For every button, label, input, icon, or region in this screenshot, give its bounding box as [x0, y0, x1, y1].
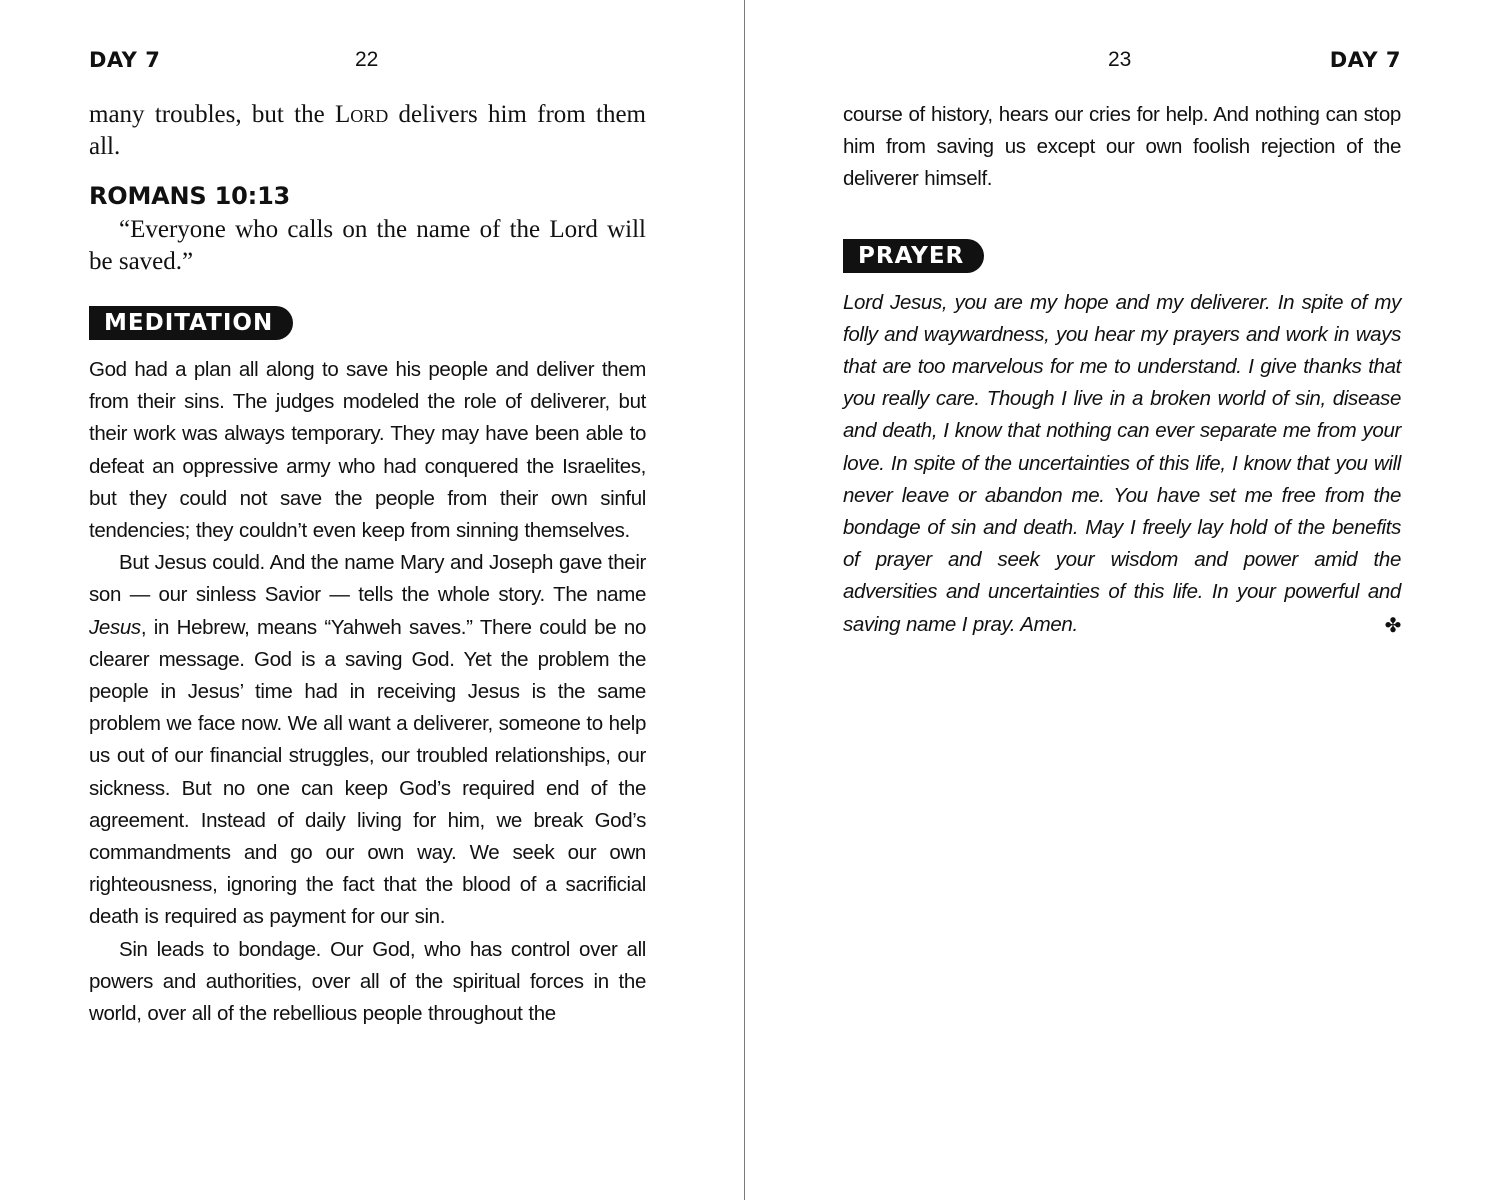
reference-heading: ROMANS 10:13: [89, 182, 291, 210]
left-content: [89, 99, 646, 1030]
meditation-paragraph-3: Sin leads to bondage. Our God, who has control over all powers and authorities, over all of the spiritual forces in the world, over all of the rebellious people throughout the: [89, 937, 646, 1026]
paragraph-2-italic: Jesus: [89, 615, 141, 639]
paragraph-2-before: But Jesus could. And the name Mary and Joseph gave their son — our sinless Savior — tells the whole story. The name: [89, 551, 646, 607]
meditation-heading-wrap: [89, 306, 646, 340]
right-page: [843, 0, 1401, 1200]
verse-text-after: delivers him from them all.: [89, 101, 646, 160]
end-ornament-icon: ✤: [1384, 612, 1401, 637]
meditation-continuation: course of history, hears our cries for help. And nothing can stop him from saving us except our own foolish rejection of the deliverer himself.: [843, 103, 1401, 191]
prayer-heading-wrap: [843, 239, 1401, 273]
meditation-label: MEDITATION: [89, 306, 293, 340]
lord-smallcaps: Lord: [334, 101, 389, 128]
reference-text: “Everyone who calls on the name of the Lord will be saved.”: [89, 216, 646, 275]
verse-continuation: [89, 99, 646, 163]
left-page-number: 22: [355, 48, 379, 71]
prayer-label: PRAYER: [843, 239, 984, 273]
meditation-paragraph-2: [89, 547, 646, 933]
left-running-head: [89, 46, 646, 76]
paragraph-2-after: , in Hebrew, means “Yahweh saves.” There could be no clearer message. God is a saving God. Yet the problem the people in Jesus’ time had in receiving Jesus is the same problem we face now. We all want a deliverer, someone to help us out of our financial struggles, our troubled relationships, our sickness. But no one can keep God’s required end of the agreement. Instead of daily living for him, we break God’s commandments and go our own way. We seek our own righteousness, ignoring the fact that the blood of a sacrificial death is required as payment for our sin.: [89, 615, 646, 929]
right-day-label: DAY 7: [1329, 48, 1401, 72]
prayer-body: Lord Jesus, you are my hope and my deliverer. In spite of my folly and waywardness, you hear my prayers and work in ways that are too marvelous for me to understand. I give thanks that you really care. Though I live in a broken world of sin, disease and death, I know that nothing can ever separate me from your love. In spite of the uncertainties of this life, I know that you will never leave or abandon me. You have set me free from the bondage of sin and death. May I freely lay hold of the benefits of prayer and seek your wisdom and power amid the adversities and uncertainties of this life. In your powerful and saving name I pray. Amen.: [843, 290, 1401, 636]
left-page: [89, 0, 646, 1200]
right-running-head: [843, 46, 1401, 76]
page-gutter: [744, 0, 745, 1200]
right-page-number: 23: [1108, 48, 1132, 71]
left-day-label: DAY 7: [89, 48, 161, 72]
prayer-text: [843, 287, 1401, 641]
right-content: [843, 99, 1401, 641]
verse-text-before: many troubles, but the: [89, 101, 335, 128]
meditation-paragraph-1: God had a plan all along to save his people and deliver them from their sins. The judges modeled the role of deliverer, but their work was always temporary. They may have been able to defeat an oppressive army who had conquered the Israelites, but they could not save the people from their own sinful tendencies; they couldn’t even keep from sinning themselves.: [89, 358, 646, 543]
